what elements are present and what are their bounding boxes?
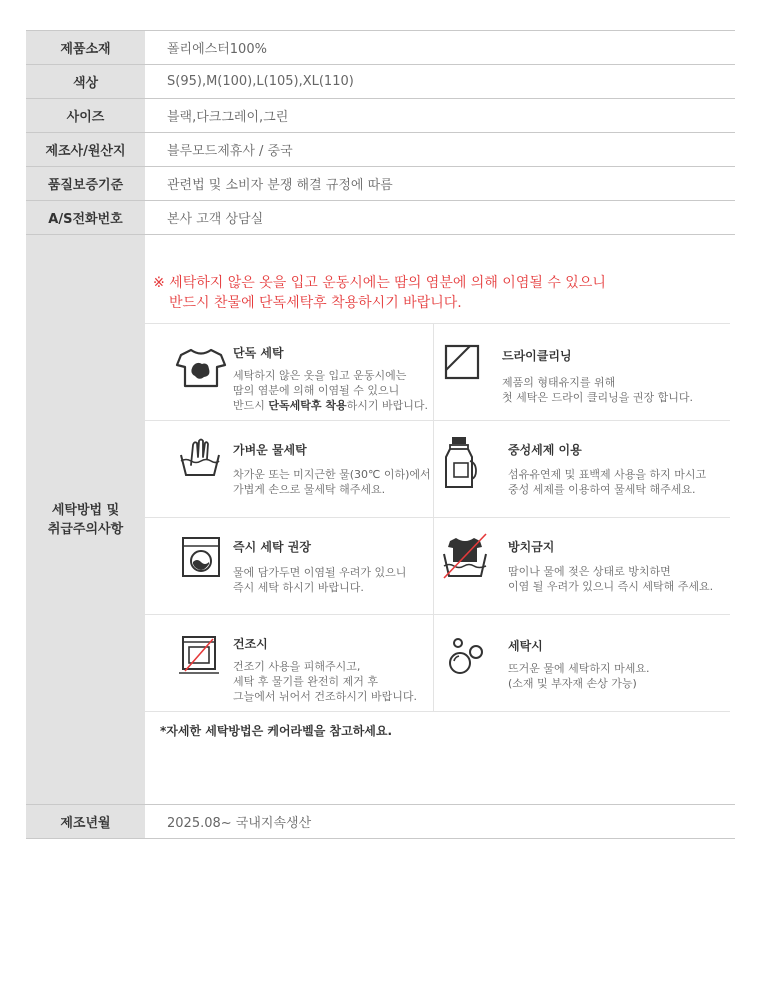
care-title: 드라이클리닝	[502, 349, 572, 363]
row-value: 본사 고객 상담실	[167, 212, 264, 227]
care-grid-row	[145, 518, 730, 615]
row-label: 제조사/원산지	[26, 133, 145, 166]
product-info-table	[26, 30, 735, 839]
care-desc: 건조기 사용을 피해주시고, 세탁 후 물기를 완전히 제거 후 그늘에서 뉘어서 건조하시기 바랍니다.	[233, 660, 418, 703]
warning-line-1: ※ 세탁하지 않은 옷을 입고 운동시에는 땀의 염분에 의해 이염될 수 있으니	[153, 275, 606, 291]
info-row-warranty	[26, 167, 735, 201]
care-title: 세탁시	[508, 639, 543, 653]
care-item	[145, 324, 434, 420]
care-item	[434, 421, 722, 517]
care-item	[145, 615, 434, 711]
care-item	[434, 324, 722, 420]
row-value: 블루모드제휴사 / 중국	[167, 144, 293, 159]
bubbles-icon	[442, 637, 488, 677]
info-row-as-phone	[26, 201, 735, 235]
row-label: A/S전화번호	[26, 201, 145, 234]
care-item	[145, 421, 434, 517]
care-title: 즉시 세탁 권장	[233, 540, 311, 554]
row-label: 품질보증기준	[26, 167, 145, 200]
tshirt-stain-icon	[175, 346, 227, 390]
row-label	[26, 235, 145, 804]
care-label: 세탁방법 및 취급주의사항	[47, 502, 124, 537]
care-item	[434, 518, 722, 614]
row-value: 폴리에스터100%	[167, 42, 267, 57]
detergent-bottle-icon	[444, 435, 478, 491]
info-row-manufacture-date	[26, 805, 735, 839]
care-desc: 물에 담가두면 이염될 우려가 있으니 즉시 세탁 하시기 바랍니다.	[233, 566, 407, 594]
care-label-note: *자세한 세탁방법은 케어라벨을 참고하세요.	[160, 724, 393, 738]
care-desc: 차가운 또는 미지근한 물(30℃ 이하)에서 가볍게 손으로 물세탁 해주세요.	[233, 468, 431, 496]
warning-line-2: 반드시 찬물에 단독세탁후 착용하시기 바랍니다.	[169, 295, 462, 311]
washing-machine-icon	[181, 536, 221, 578]
care-item	[145, 518, 434, 614]
no-soak-icon	[440, 532, 490, 580]
dry-clean-icon	[444, 344, 480, 380]
row-label: 제품소재	[26, 31, 145, 64]
row-value: S(95),M(100),L(105),XL(110)	[167, 74, 354, 89]
info-row-color	[26, 65, 735, 99]
row-value: 관련법 및 소비자 분쟁 해결 규정에 따름	[167, 178, 393, 193]
row-value: 블랙,다크그레이,그린	[167, 110, 289, 125]
care-title: 단독 세탁	[233, 346, 284, 360]
row-label: 색상	[26, 65, 145, 98]
care-item	[434, 615, 722, 711]
care-desc: 세탁하지 않은 옷을 입고 운동시에는 땀의 염분에 의해 이염될 수 있으니 반드시 단독세탁후 착용하시기 바랍니다.	[233, 369, 428, 412]
care-desc: 섬유유연제 및 표백제 사용을 하지 마시고 중성 세제를 이용하여 물세탁 해주세요.	[508, 468, 707, 496]
care-grid-row	[145, 324, 730, 421]
care-content	[145, 235, 735, 804]
care-grid-row	[145, 421, 730, 518]
care-grid	[145, 323, 730, 712]
info-row-origin	[26, 133, 735, 167]
care-desc: 제품의 형태유지를 위해 첫 세탁은 드라이 클리닝을 권장 합니다.	[502, 376, 693, 404]
care-grid-row	[145, 615, 730, 712]
info-row-care	[26, 235, 735, 805]
care-desc: 땀이나 물에 젖은 상태로 방치하면 이염 될 우려가 있으니 즉시 세탁해 주세요.	[508, 565, 714, 593]
row-value: 2025.08~ 국내지속생산	[167, 816, 312, 831]
row-label: 사이즈	[26, 99, 145, 132]
wash-warning	[153, 273, 606, 313]
care-title: 방치금지	[508, 540, 555, 554]
info-row-size	[26, 99, 735, 133]
care-desc: 뜨거운 물에 세탁하지 마세요. (소재 및 부자재 손상 가능)	[508, 662, 650, 690]
care-title: 중성세제 이용	[508, 443, 582, 457]
care-title: 가벼운 물세탁	[233, 443, 307, 457]
care-title: 건조시	[233, 637, 268, 651]
no-tumble-dry-icon	[179, 633, 219, 677]
row-label: 제조년월	[26, 805, 145, 838]
info-row-material	[26, 31, 735, 65]
hand-wash-icon	[177, 435, 223, 479]
